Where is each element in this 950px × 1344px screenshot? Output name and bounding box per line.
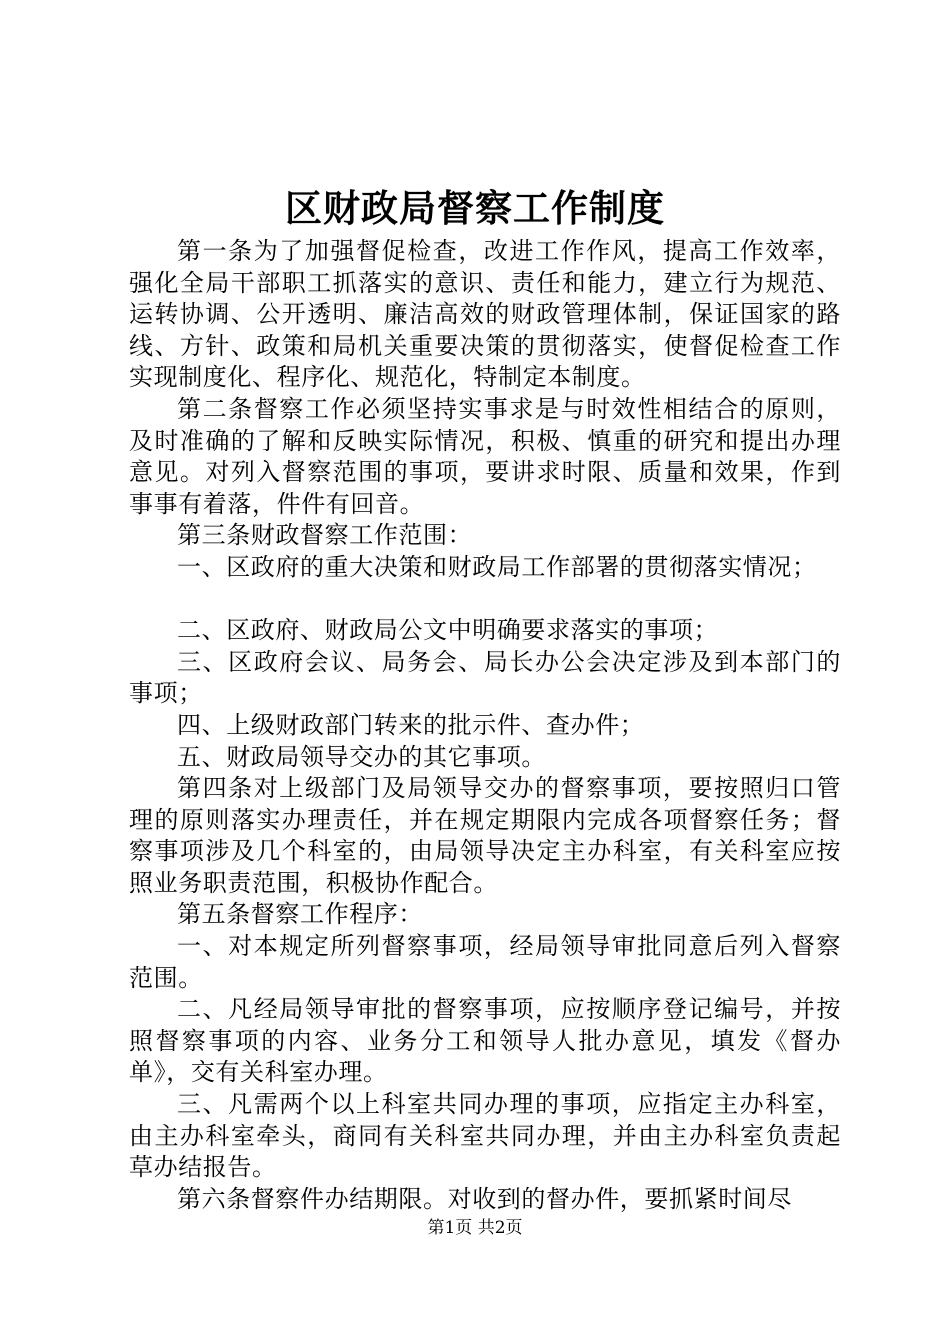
paragraph-scope-item-5: 五、财政局领导交办的其它事项。: [177, 742, 546, 771]
paragraph-scope-item-2: 二、区政府、财政局公文中明确要求落实的事项；: [177, 616, 719, 645]
paragraph-scope-item-4: 四、上级财政部门转来的批示件、查办件；: [177, 710, 645, 739]
paragraph-article-1: 第一条为了加强督促检查，改进工作作风，提高工作效率，强化全局干部职工抓落实的意识、责任和能力，建立行为规范、运转协调、公开透明、廉洁高效的财政管理体制，保证国家的路线、方针、政策和局机关重要决策的贯彻落实，使督促检查工作实现制度化、程序化、规范化，特制定本制度。: [129, 237, 841, 392]
paragraph-article-6: 第六条督察件办结期限。对收到的督办件，要抓紧时间尽: [177, 1184, 792, 1213]
document-body: [129, 236, 841, 1215]
paragraph-scope-item-3: 三、区政府会议、局务会、局长办公会决定涉及到本部门的事项；: [129, 647, 841, 708]
paragraph-article-2: 第二条督察工作必须坚持实事求是与时效性相结合的原则，及时准确的了解和反映实际情况，积极、慎重的研究和提出办理意见。对列入督察范围的事项，要讲求时限、质量和效果，作到事事有着落，件件有回音。: [129, 394, 841, 518]
document-title: 区财政局督察工作制度: [285, 186, 665, 230]
paragraph-procedure-item-3: 三、凡需两个以上科室共同办理的事项，应指定主办科室，由主办科室牵头，商同有关科室共同办理，并由主办科室负责起草办结报告。: [129, 1090, 841, 1182]
paragraph-procedure-item-1: 一、对本规定所列督察事项，经局领导审批同意后列入督察范围。: [129, 932, 841, 992]
paragraph-article-4: 第四条对上级部门及局领导交办的督察事项，要按照归口管理的原则落实办理责任，并在规定期限内完成各项督察任务；督察事项涉及几个科室的，由局领导决定主办科室，有关科室应按照业务职责范围，积极协作配合。: [129, 774, 841, 897]
paragraph-scope-item-1: 一、区政府的重大决策和财政局工作部署的贯彻落实情况；: [177, 552, 817, 581]
paragraph-procedure-item-2: 二、凡经局领导审批的督察事项，应按顺序登记编号，并按照督察事项的内容、业务分工和领导人批办意见，填发《督办单》，交有关科室办理。: [129, 995, 841, 1087]
paragraph-article-3: 第三条财政督察工作范围：: [177, 521, 473, 550]
page-number-footer: 第1页 共2页: [427, 1218, 523, 1238]
paragraph-article-5: 第五条督察工作程序：: [177, 900, 423, 929]
